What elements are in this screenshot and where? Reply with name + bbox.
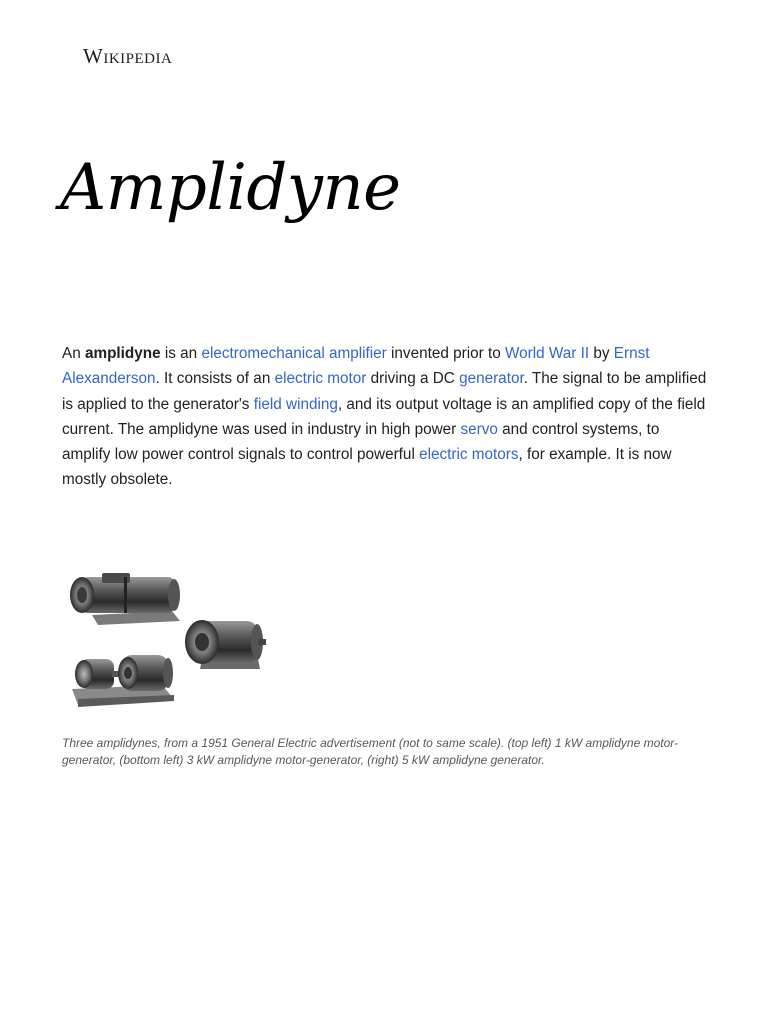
link-electromechanical-amplifier[interactable]: electromechanical amplifier — [201, 345, 387, 362]
link-generator[interactable]: generator — [459, 370, 524, 388]
link-electric-motor[interactable]: electric motor — [274, 370, 367, 388]
lead-text: driving a DC — [366, 370, 460, 388]
lead-text: . It consists of an — [155, 370, 275, 388]
lead-text: by — [589, 345, 614, 362]
page-title: Amplidyne — [60, 151, 401, 225]
link-servo[interactable]: servo — [460, 420, 498, 438]
link-electric-motors[interactable]: electric motors — [419, 446, 519, 464]
link-field-winding[interactable]: field winding — [253, 395, 338, 413]
amplidyne-figure-image[interactable] — [62, 563, 272, 713]
lead-text: is an — [160, 345, 202, 362]
amplidyne-illustration — [62, 563, 272, 713]
lead-text: , and its output voltage is an amplified copy of the field current. The amplidyne was used in industry in high power — [62, 395, 706, 438]
lead-text: , for example. It is now mostly obsolete. — [62, 446, 672, 489]
lead-paragraph — [62, 341, 712, 493]
lead-text: invented prior to — [386, 345, 505, 362]
link-ernst-alexanderson[interactable]: Ernst Alexanderson — [62, 345, 650, 388]
motor-generator-3kw — [72, 655, 174, 707]
lead-text: . The signal to be amplified is applied to the generator's — [62, 370, 707, 413]
generator-5kw — [185, 620, 266, 669]
link-world-war-ii[interactable]: World War II — [504, 345, 590, 362]
wikipedia-wordmark[interactable]: Wikipedia — [83, 44, 173, 68]
figure-caption: Three amplidynes, from a 1951 General Electric advertisement (not to same scale). (top left) 1 kW amplidyne motor-generator, (bottom left) 3 kW amplidyne motor-generator, (right) 5 kW amplidyne generator. — [62, 736, 679, 767]
lead-term-bold: amplidyne — [84, 345, 161, 362]
lead-text: and control systems, to amplify low power control signals to control powerful — [62, 420, 660, 464]
lead-text: An — [62, 345, 85, 362]
